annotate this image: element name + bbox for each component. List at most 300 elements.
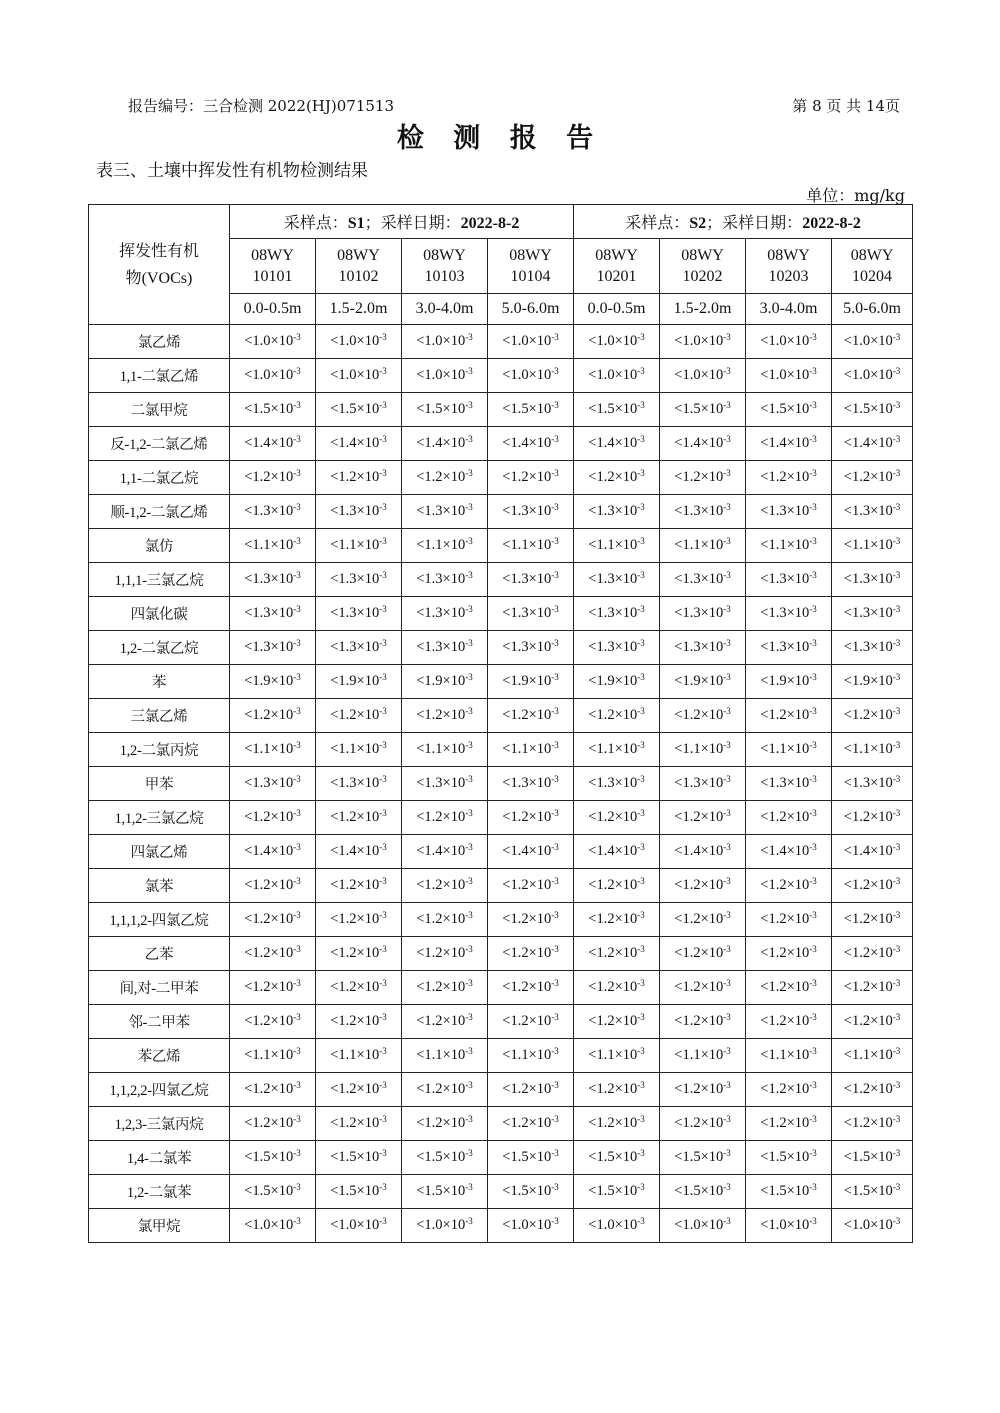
voc-name-cell: 间,对-二甲苯 [89,971,230,1005]
result-mantissa: <1.1×10 [760,1047,810,1063]
result-exponent: -3 [809,400,817,410]
result-mantissa: <1.2×10 [843,469,893,485]
result-mantissa: <1.5×10 [760,1149,810,1165]
result-mantissa: <1.0×10 [843,367,893,383]
result-exponent: -3 [723,366,731,376]
result-mantissa: <1.2×10 [330,1115,380,1131]
result-mantissa: <1.3×10 [674,639,724,655]
result-mantissa: <1.0×10 [588,367,638,383]
result-mantissa: <1.2×10 [760,1115,810,1131]
result-mantissa: <1.9×10 [244,673,294,689]
result-mantissa: <1.5×10 [416,401,466,417]
result-exponent: -3 [809,1114,817,1124]
result-cell [746,733,832,767]
table-row [89,427,913,461]
result-mantissa: <1.2×10 [244,945,294,961]
result-mantissa: <1.0×10 [760,367,810,383]
table-row [89,1039,913,1073]
result-exponent: -3 [892,842,901,852]
voc-name-cell: 1,1,1,2-四氯乙烷 [89,903,230,937]
result-exponent: -3 [379,1080,387,1090]
result-cell [488,937,574,971]
result-mantissa: <1.1×10 [502,741,552,757]
result-mantissa: <1.3×10 [330,639,380,655]
result-mantissa: <1.5×10 [244,401,294,417]
result-mantissa: <1.2×10 [760,911,810,927]
result-exponent: -3 [465,332,473,342]
result-mantissa: <1.5×10 [674,401,724,417]
result-mantissa: <1.3×10 [244,605,294,621]
result-exponent: -3 [809,1046,817,1056]
sample-id-header [402,239,488,294]
result-mantissa: <1.2×10 [416,979,466,995]
result-cell [230,971,316,1005]
result-exponent: -3 [723,1216,731,1226]
result-exponent: -3 [293,876,301,886]
result-cell [660,563,746,597]
voc-name-cell: 甲苯 [89,767,230,801]
page-info: 第 8 页 共 14页 [792,97,900,115]
result-exponent: -3 [379,1148,387,1158]
result-mantissa: <1.3×10 [330,571,380,587]
result-cell [402,869,488,903]
result-mantissa: <1.2×10 [502,707,552,723]
result-cell [230,393,316,427]
result-exponent: -3 [809,1216,817,1226]
result-mantissa: <1.1×10 [760,537,810,553]
result-exponent: -3 [892,808,901,818]
result-mantissa: <1.2×10 [760,945,810,961]
sample-id-number: 10202 [682,268,723,285]
result-cell [230,1107,316,1141]
result-mantissa: <1.3×10 [588,639,638,655]
table-row [89,1141,913,1175]
sample-id-number: 10203 [768,268,809,285]
result-exponent: -3 [551,536,559,546]
result-cell [316,1175,402,1209]
result-exponent: -3 [809,842,817,852]
result-exponent: -3 [637,672,645,682]
result-cell [402,903,488,937]
result-cell [230,495,316,529]
result-mantissa: <1.3×10 [244,571,294,587]
result-mantissa: <1.2×10 [244,469,294,485]
result-cell [832,1209,913,1243]
result-cell [832,835,913,869]
result-cell [574,767,660,801]
result-exponent: -3 [892,434,901,444]
result-mantissa: <1.0×10 [588,333,638,349]
result-mantissa: <1.9×10 [502,673,552,689]
result-cell [488,529,574,563]
result-cell [574,1039,660,1073]
result-cell [488,461,574,495]
result-mantissa: <1.0×10 [330,333,380,349]
result-cell [832,699,913,733]
table-row [89,597,913,631]
voc-name-cell: 氯仿 [89,529,230,563]
result-mantissa: <1.2×10 [416,1081,466,1097]
result-mantissa: <1.5×10 [588,1149,638,1165]
result-exponent: -3 [293,740,301,750]
result-cell [574,495,660,529]
result-exponent: -3 [465,1114,473,1124]
result-mantissa: <1.5×10 [843,1149,893,1165]
result-mantissa: <1.3×10 [760,503,810,519]
sample-id-header [230,239,316,294]
result-cell [230,665,316,699]
result-exponent: -3 [809,332,817,342]
result-exponent: -3 [637,706,645,716]
result-cell [402,563,488,597]
result-exponent: -3 [892,1216,901,1226]
result-exponent: -3 [379,808,387,818]
result-exponent: -3 [723,332,731,342]
result-cell [402,461,488,495]
result-cell [660,1141,746,1175]
result-mantissa: <1.2×10 [330,707,380,723]
result-exponent: -3 [809,774,817,784]
result-cell [488,801,574,835]
voc-name-cell: 1,2,3-三氯丙烷 [89,1107,230,1141]
result-exponent: -3 [637,842,645,852]
result-exponent: -3 [723,808,731,818]
result-exponent: -3 [551,672,559,682]
table-row [89,801,913,835]
result-cell [230,733,316,767]
result-exponent: -3 [293,1216,301,1226]
result-exponent: -3 [465,706,473,716]
result-mantissa: <1.2×10 [760,877,810,893]
result-mantissa: <1.0×10 [502,1217,552,1233]
table-row [89,1005,913,1039]
result-cell [660,359,746,393]
result-cell [488,1141,574,1175]
result-mantissa: <1.5×10 [760,1183,810,1199]
result-mantissa: <1.3×10 [330,605,380,621]
result-exponent: -3 [637,1148,645,1158]
result-mantissa: <1.2×10 [588,911,638,927]
result-cell [660,1073,746,1107]
result-mantissa: <1.2×10 [588,1081,638,1097]
sample-id-number: 10101 [252,268,293,285]
result-mantissa: <1.2×10 [843,1115,893,1131]
result-exponent: -3 [293,468,301,478]
result-exponent: -3 [379,366,387,376]
result-mantissa: <1.3×10 [674,605,724,621]
result-cell [574,427,660,461]
result-cell [488,1039,574,1073]
sample-id-prefix: 08WY [423,247,466,264]
result-cell [660,699,746,733]
result-exponent: -3 [465,1012,473,1022]
result-mantissa: <1.2×10 [416,945,466,961]
sample-id-number: 10103 [424,268,465,285]
result-exponent: -3 [809,604,817,614]
voc-results-table [88,204,913,1243]
voc-name-cell: 1,1,1-三氯乙烷 [89,563,230,597]
result-exponent: -3 [723,774,731,784]
result-exponent: -3 [379,638,387,648]
result-mantissa: <1.2×10 [588,945,638,961]
result-mantissa: <1.3×10 [416,571,466,587]
result-exponent: -3 [379,1182,387,1192]
result-mantissa: <1.3×10 [588,503,638,519]
result-mantissa: <1.2×10 [416,809,466,825]
result-exponent: -3 [551,570,559,580]
result-exponent: -3 [465,944,473,954]
result-exponent: -3 [637,740,645,750]
result-exponent: -3 [293,1046,301,1056]
site-date-label: ；采样日期： [364,215,461,232]
result-mantissa: <1.5×10 [674,1183,724,1199]
result-exponent: -3 [465,876,473,886]
result-exponent: -3 [892,570,901,580]
result-exponent: -3 [809,944,817,954]
result-cell [660,1209,746,1243]
result-mantissa: <1.4×10 [760,435,810,451]
result-cell [316,393,402,427]
result-mantissa: <1.3×10 [502,639,552,655]
result-mantissa: <1.2×10 [588,469,638,485]
result-mantissa: <1.3×10 [674,571,724,587]
result-exponent: -3 [465,1148,473,1158]
result-exponent: -3 [551,1114,559,1124]
result-exponent: -3 [465,1046,473,1056]
result-exponent: -3 [723,910,731,920]
result-exponent: -3 [637,1012,645,1022]
result-cell [402,699,488,733]
result-cell [316,767,402,801]
result-exponent: -3 [379,332,387,342]
result-cell [746,665,832,699]
result-exponent: -3 [723,400,731,410]
result-mantissa: <1.2×10 [843,1081,893,1097]
table-row [89,1073,913,1107]
result-cell [746,1209,832,1243]
result-exponent: -3 [293,502,301,512]
result-cell [230,869,316,903]
result-mantissa: <1.3×10 [416,605,466,621]
result-cell [746,529,832,563]
result-cell [316,835,402,869]
result-exponent: -3 [637,366,645,376]
result-cell [832,869,913,903]
table-row [89,495,913,529]
result-mantissa: <1.2×10 [330,877,380,893]
result-cell [402,767,488,801]
result-cell [746,903,832,937]
result-exponent: -3 [723,502,731,512]
result-exponent: -3 [892,1080,901,1090]
result-cell [402,1005,488,1039]
result-exponent: -3 [465,638,473,648]
result-mantissa: <1.3×10 [588,571,638,587]
result-cell [402,971,488,1005]
result-cell [746,631,832,665]
result-cell [746,1073,832,1107]
result-exponent: -3 [892,1148,901,1158]
result-mantissa: <1.3×10 [244,639,294,655]
result-exponent: -3 [892,1114,901,1124]
result-exponent: -3 [379,672,387,682]
result-mantissa: <1.1×10 [330,741,380,757]
result-cell [746,937,832,971]
result-cell [488,903,574,937]
result-mantissa: <1.2×10 [244,1115,294,1131]
result-exponent: -3 [892,468,901,478]
result-cell [230,1005,316,1039]
result-cell [402,801,488,835]
result-mantissa: <1.2×10 [588,707,638,723]
result-exponent: -3 [637,1114,645,1124]
result-mantissa: <1.5×10 [588,1183,638,1199]
result-exponent: -3 [723,468,731,478]
result-cell [488,733,574,767]
result-exponent: -3 [892,332,901,342]
result-cell [230,1209,316,1243]
result-mantissa: <1.2×10 [588,877,638,893]
result-exponent: -3 [293,1114,301,1124]
result-exponent: -3 [637,468,645,478]
voc-name-cell: 苯 [89,665,230,699]
result-exponent: -3 [551,910,559,920]
result-cell [832,903,913,937]
result-mantissa: <1.3×10 [502,775,552,791]
result-exponent: -3 [551,638,559,648]
sample-id-header [832,239,913,294]
result-exponent: -3 [379,604,387,614]
result-exponent: -3 [892,1046,901,1056]
sample-depth-header: 0.0-0.5m [574,294,660,325]
voc-name-cell: 1,4-二氯苯 [89,1141,230,1175]
sample-id-header [660,239,746,294]
result-exponent: -3 [637,978,645,988]
sample-id-number: 10102 [338,268,379,285]
result-mantissa: <1.4×10 [588,843,638,859]
sample-depth-header: 5.0-6.0m [832,294,913,325]
result-mantissa: <1.1×10 [674,537,724,553]
result-exponent: -3 [551,434,559,444]
result-cell [230,427,316,461]
result-cell [746,767,832,801]
result-mantissa: <1.4×10 [416,435,466,451]
result-mantissa: <1.2×10 [760,1081,810,1097]
result-cell [488,427,574,461]
result-exponent: -3 [809,638,817,648]
result-exponent: -3 [723,978,731,988]
result-cell [832,461,913,495]
result-mantissa: <1.0×10 [843,333,893,349]
result-mantissa: <1.4×10 [244,435,294,451]
result-exponent: -3 [293,910,301,920]
result-cell [832,1039,913,1073]
result-cell [316,699,402,733]
result-exponent: -3 [551,332,559,342]
table-row [89,631,913,665]
result-cell [746,325,832,359]
result-cell [230,359,316,393]
result-exponent: -3 [809,1012,817,1022]
result-mantissa: <1.2×10 [760,707,810,723]
result-exponent: -3 [892,944,901,954]
sample-id-header [746,239,832,294]
result-exponent: -3 [809,570,817,580]
result-cell [402,665,488,699]
sample-id-prefix: 08WY [681,247,724,264]
result-mantissa: <1.2×10 [416,911,466,927]
result-exponent: -3 [809,366,817,376]
result-exponent: -3 [293,1148,301,1158]
voc-header-cell [89,205,230,325]
result-exponent: -3 [379,536,387,546]
result-mantissa: <1.0×10 [502,333,552,349]
voc-name-cell: 四氯化碳 [89,597,230,631]
result-cell [832,359,913,393]
result-mantissa: <1.3×10 [502,503,552,519]
result-exponent: -3 [809,468,817,478]
result-mantissa: <1.1×10 [244,537,294,553]
result-exponent: -3 [551,1182,559,1192]
result-cell [402,427,488,461]
result-exponent: -3 [465,366,473,376]
result-exponent: -3 [551,1012,559,1022]
result-mantissa: <1.2×10 [244,707,294,723]
result-exponent: -3 [293,536,301,546]
result-cell [660,529,746,563]
result-mantissa: <1.2×10 [588,1115,638,1131]
result-cell [746,699,832,733]
result-cell [316,427,402,461]
result-exponent: -3 [293,978,301,988]
result-exponent: -3 [723,1080,731,1090]
result-cell [316,903,402,937]
result-mantissa: <1.2×10 [843,1013,893,1029]
result-mantissa: <1.2×10 [843,809,893,825]
result-exponent: -3 [723,604,731,614]
result-exponent: -3 [809,502,817,512]
site-name: S2 [689,215,707,232]
result-mantissa: <1.5×10 [674,1149,724,1165]
result-mantissa: <1.4×10 [843,435,893,451]
result-exponent: -3 [551,1080,559,1090]
result-mantissa: <1.2×10 [244,877,294,893]
sample-id-number: 10204 [852,268,893,285]
result-mantissa: <1.2×10 [502,469,552,485]
result-cell [488,393,574,427]
result-exponent: -3 [723,536,731,546]
result-cell [574,699,660,733]
result-cell [574,529,660,563]
result-mantissa: <1.5×10 [843,1183,893,1199]
result-cell [402,937,488,971]
result-mantissa: <1.3×10 [843,571,893,587]
table-row [89,767,913,801]
result-mantissa: <1.2×10 [502,945,552,961]
result-cell [832,563,913,597]
result-cell [230,1141,316,1175]
voc-name-cell: 1,2-二氯乙烷 [89,631,230,665]
result-cell [230,597,316,631]
result-exponent: -3 [892,502,901,512]
result-exponent: -3 [637,400,645,410]
result-cell [660,461,746,495]
result-mantissa: <1.2×10 [416,877,466,893]
result-cell [574,733,660,767]
result-mantissa: <1.5×10 [760,401,810,417]
result-cell [230,903,316,937]
result-cell [660,325,746,359]
